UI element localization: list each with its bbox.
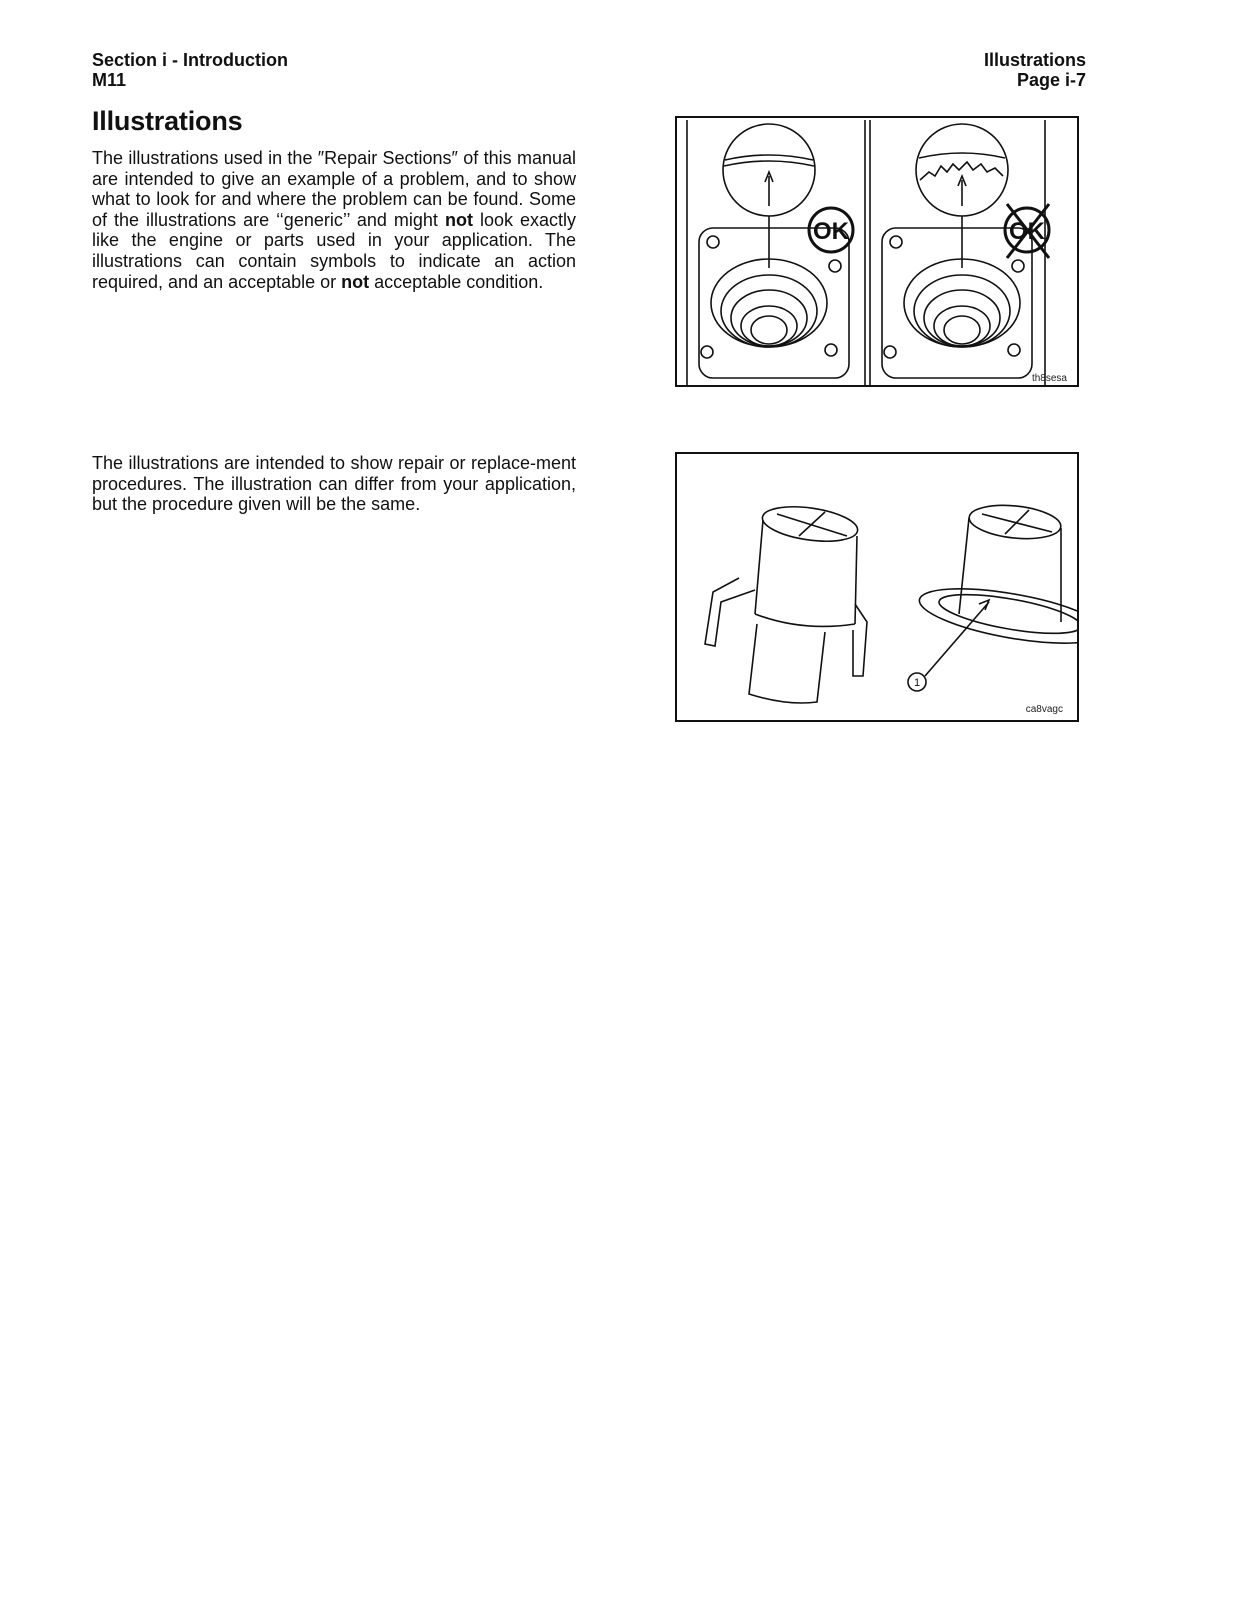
topic-label: Illustrations xyxy=(983,50,1086,70)
p1-text-a: The illustrations used in the ″Repair Sections″ of this manual are intended to give an example of a problem, and to show what to look for and where the problem can be found. Some of the illustrations are ‘‘generic’’ and might xyxy=(92,148,576,230)
figure-code-th8sesa: th8sesa xyxy=(1031,373,1067,384)
ok-symbol-text: OK xyxy=(813,218,849,245)
left-bolt-hole-2 xyxy=(829,260,841,272)
right-bolt-hole-2 xyxy=(1012,260,1024,272)
figure-replacement-parts xyxy=(675,452,1079,722)
right-bolt-hole-3 xyxy=(884,346,896,358)
model-label: M11 xyxy=(92,70,127,90)
left-retainer-leg-1 xyxy=(705,578,755,646)
left-cylinder-side-a xyxy=(755,520,763,614)
p1-emphasis-not-1: not xyxy=(444,209,473,230)
left-bore-outer xyxy=(711,259,827,347)
running-header-right xyxy=(984,50,1086,90)
flange-washer-inner xyxy=(936,587,1077,642)
p1-text-c: look exactly like the engine or parts used in your application. The illustrations can contain symbols to indicate an action required, and an acceptable or xyxy=(92,209,577,292)
left-bolt-hole-4 xyxy=(825,344,837,356)
left-bore-inner xyxy=(751,316,787,344)
running-header-left xyxy=(92,50,288,90)
right-bore-inner xyxy=(944,316,980,344)
left-cylinder-side-b xyxy=(855,536,857,624)
left-bolt-hole-1 xyxy=(707,236,719,248)
not-ok-symbol-text: OK xyxy=(1009,218,1045,245)
left-lower-stem xyxy=(749,624,825,703)
page-number: Page i-7 xyxy=(1016,70,1086,90)
callout-number: 1 xyxy=(913,677,921,689)
right-cylinder-side-a xyxy=(959,518,969,614)
flange-washer-outer xyxy=(916,578,1077,654)
p1-text-e: acceptable condition. xyxy=(369,271,544,292)
right-bolt-hole-4 xyxy=(1008,344,1020,356)
callout-leader-line xyxy=(925,602,989,676)
right-bolt-hole-1 xyxy=(890,236,902,248)
p1-emphasis-not-2: not xyxy=(341,271,370,292)
figure-code-ca8vagc: ca8vagc xyxy=(1025,704,1063,715)
figure-ok-not-ok xyxy=(675,116,1079,387)
figure-ok-not-ok-drawing xyxy=(677,118,1077,385)
section-label: Section i - Introduction xyxy=(92,50,288,70)
procedure-paragraph: The illustrations are intended to show repair or replace-ment procedures. The illustration can differ from your application, but the procedure given will be the same. xyxy=(92,453,576,515)
left-bolt-hole-3 xyxy=(701,346,713,358)
intro-paragraph xyxy=(92,148,576,292)
right-bore-outer xyxy=(904,259,1020,347)
page-title: Illustrations xyxy=(92,106,243,136)
figure-replacement-parts-drawing xyxy=(677,454,1077,720)
